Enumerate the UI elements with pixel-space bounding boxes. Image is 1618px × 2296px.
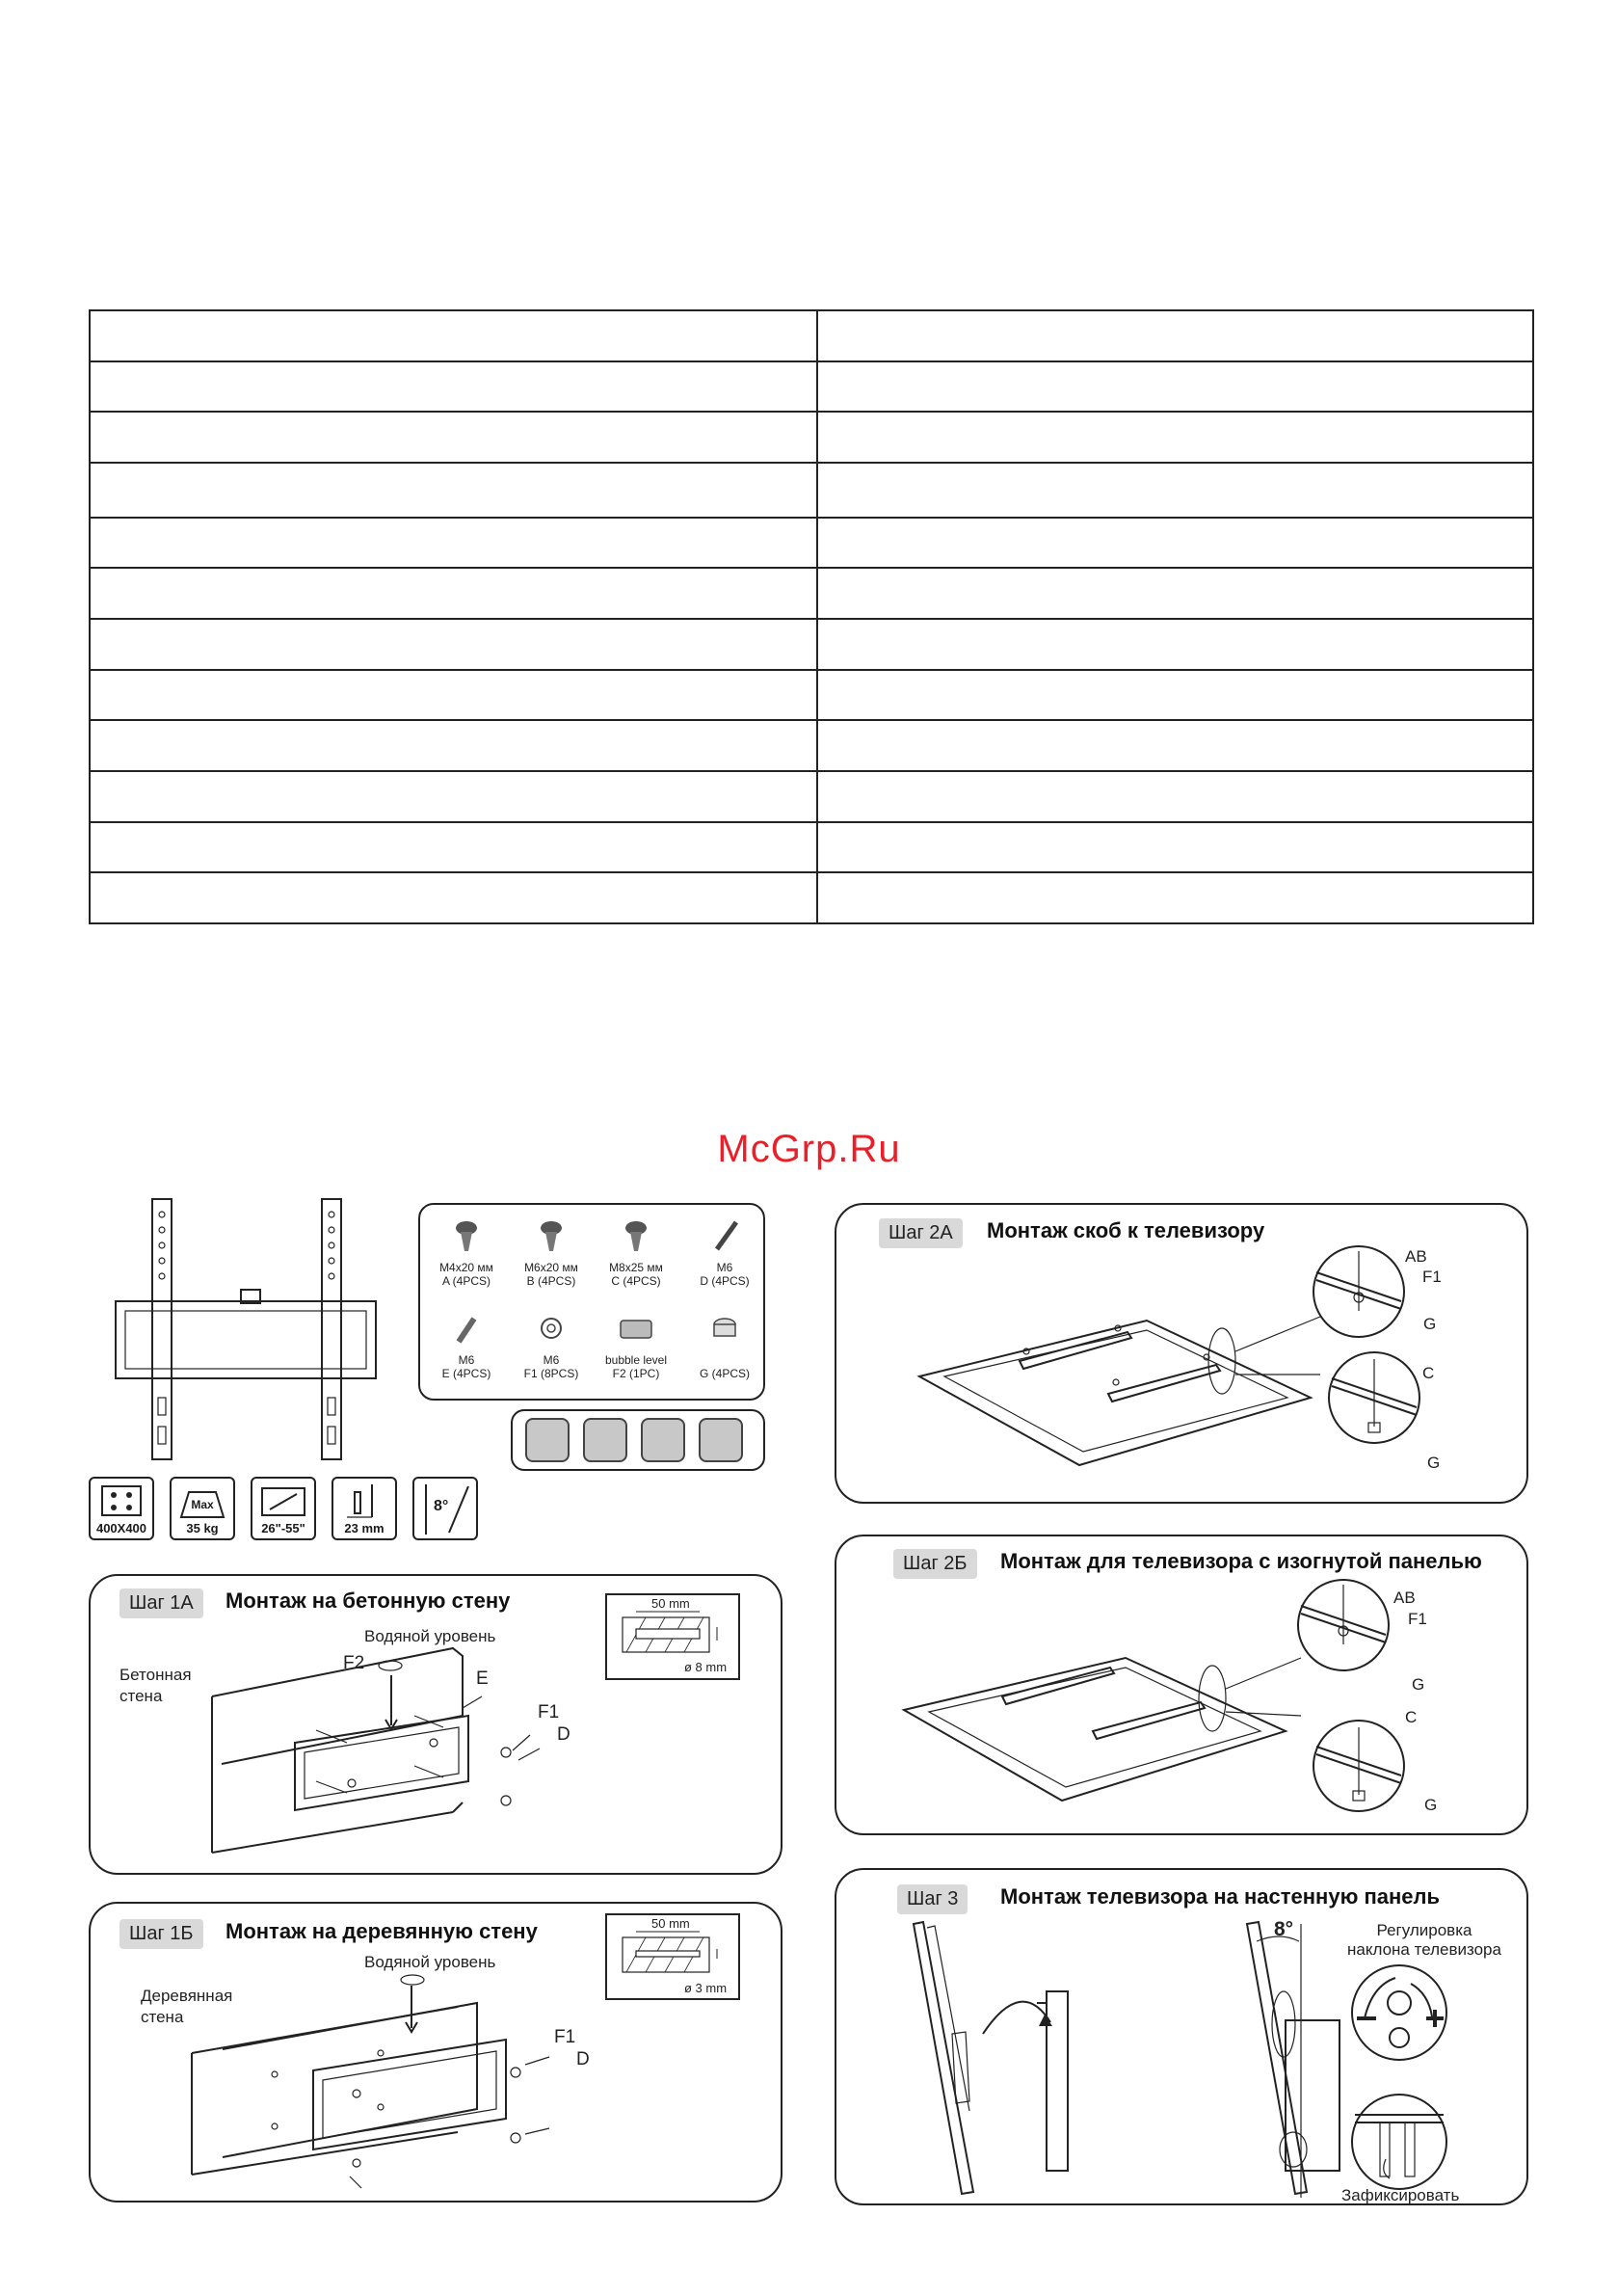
- step1a-drill-diagram: [617, 1608, 730, 1666]
- step1b-wall-label: Деревянная стена: [141, 1987, 233, 2026]
- step1b-level-label: Водяной уровень: [364, 1953, 496, 1971]
- step1b-drill-diagram: [617, 1928, 730, 1986]
- spec-table-cell: [90, 822, 817, 873]
- step1a-level-label: Водяной уровень: [364, 1627, 496, 1645]
- spec-table-row: [90, 361, 1533, 413]
- spec-table-row: [90, 568, 1533, 619]
- step2a-detail-top: [1311, 1243, 1407, 1340]
- step1a-title: Монтаж на бетонную стену: [225, 1589, 511, 1613]
- spec-table-cell: [90, 310, 817, 361]
- spec-table-cell: [817, 412, 1533, 463]
- spec-table-cell: [90, 361, 817, 413]
- part-item: [596, 1309, 676, 1396]
- part-size: M6x20 мм: [524, 1261, 578, 1274]
- step1a-drill-dia: ø 8 mm: [684, 1660, 728, 1674]
- step1a-wall-label: Бетонная стена: [119, 1666, 192, 1705]
- step2a-g2-label: G: [1427, 1454, 1441, 1472]
- part-code: E (4PCS): [441, 1367, 491, 1380]
- wrench-icon: [699, 1418, 743, 1462]
- step1b-d-label: D: [576, 2049, 590, 2069]
- step1a-e-label: E: [476, 1669, 489, 1689]
- step3-detail-lock: [1349, 2092, 1449, 2192]
- part-size: bubble level: [604, 1353, 668, 1367]
- spec-table-cell: [90, 412, 817, 463]
- step1b-title: Монтаж на деревянную стену: [225, 1919, 538, 1943]
- spec-table-row: [90, 670, 1533, 721]
- spec-table-cell: [90, 619, 817, 670]
- part-code: C (4PCS): [611, 1274, 661, 1288]
- spec-table-row: [90, 463, 1533, 518]
- step2a-title: Монтаж скоб к телевизору: [987, 1218, 1265, 1242]
- spec-table-cell: [817, 518, 1533, 569]
- step3-tv-illustration: [906, 1918, 1099, 2198]
- step1b-drill-depth: 50 mm: [651, 1916, 690, 1931]
- spec-table-cell: [817, 872, 1533, 923]
- spec-table-row: [90, 310, 1533, 361]
- step2b-c-label: C: [1405, 1708, 1418, 1726]
- spec-table-cell: [90, 463, 817, 518]
- spec-table-row: [90, 619, 1533, 670]
- part-code: B (4PCS): [526, 1274, 576, 1288]
- step2b-g1-label: G: [1412, 1675, 1425, 1694]
- spec-table-cell: [90, 771, 817, 822]
- part-code: A (4PCS): [441, 1274, 491, 1288]
- step3-angle-label: 8°: [1274, 1918, 1294, 1940]
- step1a-illustration: [202, 1639, 549, 1860]
- spec-table-row: [90, 518, 1533, 569]
- step1b-drill-dia: ø 3 mm: [684, 1981, 728, 1995]
- step2a-ab-label: AB: [1405, 1247, 1427, 1266]
- part-size: M6: [543, 1353, 560, 1367]
- part-item: [511, 1216, 592, 1303]
- spec-table-cell: [817, 670, 1533, 721]
- max-load-spec: Max 35 kg: [170, 1477, 235, 1540]
- part-item: [511, 1309, 592, 1396]
- step2b-g2-label: G: [1424, 1796, 1438, 1814]
- spec-table-cell: [90, 670, 817, 721]
- step2b-ab-label: AB: [1393, 1589, 1416, 1607]
- tilt-spec: 8°: [412, 1477, 478, 1540]
- spec-table-row: [90, 720, 1533, 771]
- part-item: [426, 1216, 507, 1303]
- bracket-illustration: [106, 1195, 376, 1465]
- spec-table-cell: [817, 361, 1533, 413]
- spec-table-cell: [90, 720, 817, 771]
- step1b-f1-label: F1: [554, 2027, 576, 2047]
- step2a-detail-bottom: [1326, 1349, 1422, 1446]
- step1a-f2-label: F2: [343, 1653, 365, 1673]
- step2a-badge: Шаг 2А: [879, 1218, 963, 1248]
- step1a-drill-depth: 50 mm: [651, 1596, 690, 1611]
- screwdriver-phillips-icon: [583, 1418, 627, 1462]
- spec-table: [89, 309, 1534, 924]
- spec-table-cell: [817, 310, 1533, 361]
- spec-table-row: [90, 822, 1533, 873]
- step3-badge: Шаг 3: [897, 1884, 968, 1914]
- spec-table-cell: [817, 619, 1533, 670]
- part-code: G (4PCS): [699, 1367, 750, 1380]
- step2a-c-label: C: [1422, 1364, 1435, 1382]
- watermark: McGrp.Ru: [717, 1128, 901, 1170]
- part-size: M4x20 мм: [439, 1261, 493, 1274]
- screen-size-spec: 26"-55": [251, 1477, 316, 1540]
- spec-table-cell: [90, 518, 817, 569]
- part-size: M8x25 мм: [609, 1261, 663, 1274]
- step1a-d-label: D: [557, 1724, 570, 1745]
- spec-table-cell: [817, 463, 1533, 518]
- step2b-title: Монтаж для телевизора с изогнутой панелью: [1000, 1549, 1482, 1573]
- step3-detail-adjust: [1349, 1962, 1449, 2063]
- step1a-badge: Шаг 1А: [119, 1589, 203, 1618]
- step2b-badge: Шаг 2Б: [893, 1549, 977, 1579]
- step2b-detail-bottom: [1311, 1718, 1407, 1814]
- step1b-illustration: [188, 1974, 554, 2196]
- part-item: [684, 1309, 765, 1396]
- part-item: [684, 1216, 765, 1303]
- step3-tilt-illustration: [1243, 1918, 1359, 2198]
- step2b-f1-label: F1: [1408, 1610, 1427, 1628]
- step2b-detail-top: [1295, 1577, 1392, 1673]
- spec-table-cell: [817, 822, 1533, 873]
- part-size: M6: [458, 1353, 475, 1367]
- step1b-badge: Шаг 1Б: [119, 1919, 203, 1949]
- step3-title: Монтаж телевизора на настенную панель: [1000, 1884, 1441, 1909]
- step2b-illustration: [896, 1619, 1301, 1812]
- drill-icon: [641, 1418, 685, 1462]
- spec-table-cell: [817, 720, 1533, 771]
- screwdriver-flat-icon: [525, 1418, 570, 1462]
- spec-table-cell: [817, 771, 1533, 822]
- part-size: M6: [716, 1261, 733, 1274]
- part-item: [426, 1309, 507, 1396]
- part-code: F1 (8PCS): [523, 1367, 579, 1380]
- wall-distance-spec: 23 mm: [332, 1477, 397, 1540]
- step3-tilt-adjust-label: Регулировка наклона телевизора: [1347, 1921, 1501, 1959]
- step1a-f1-label: F1: [538, 1702, 560, 1722]
- spec-table-cell: [90, 568, 817, 619]
- step2a-g1-label: G: [1423, 1315, 1437, 1333]
- spec-table-row: [90, 412, 1533, 463]
- part-code: F2 (1PC): [612, 1367, 660, 1380]
- part-code: D (4PCS): [700, 1274, 750, 1288]
- part-item: [596, 1216, 676, 1303]
- spec-table-cell: [817, 568, 1533, 619]
- spec-table-cell: [90, 872, 817, 923]
- step3-lock-label: Зафиксировать: [1341, 2186, 1460, 2204]
- step2a-f1-label: F1: [1422, 1268, 1442, 1286]
- vesa-spec: 400X400: [89, 1477, 154, 1540]
- spec-table-row: [90, 872, 1533, 923]
- spec-table-row: [90, 771, 1533, 822]
